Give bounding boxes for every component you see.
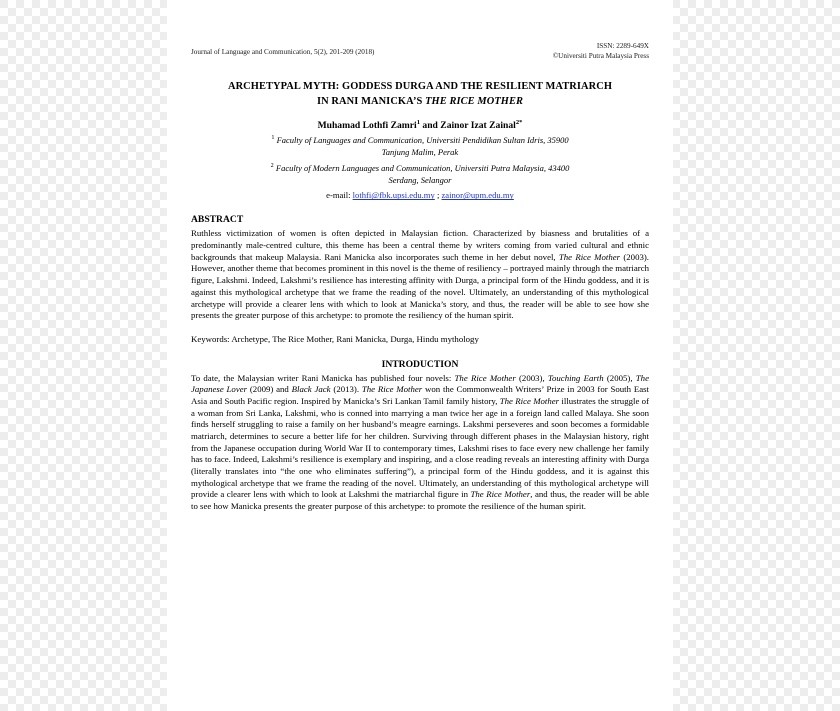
email-label: e-mail: bbox=[326, 190, 353, 201]
intro-title-4: Black Jack bbox=[291, 384, 331, 395]
running-header bbox=[191, 42, 649, 61]
affiliation-1-text: Faculty of Languages and Communication, Universiti Pendidikan Sultan Idris, 35900 bbox=[274, 135, 569, 146]
keywords-line: Keywords: Archetype, The Rice Mother, Rani Manicka, Durga, Hindu mythology bbox=[191, 333, 479, 344]
issn-block bbox=[553, 42, 649, 61]
affiliation-2-text: Faculty of Modern Languages and Communication, Universiti Putra Malaysia, 43400 bbox=[273, 162, 570, 173]
intro-text-e: (2013). bbox=[330, 384, 362, 395]
author-2-marker: 2* bbox=[515, 118, 523, 126]
intro-title-5: The Rice Mother bbox=[361, 384, 423, 395]
author-list bbox=[191, 119, 649, 131]
publisher-text: ©Universiti Putra Malaysia Press bbox=[552, 51, 649, 60]
affiliation-2 bbox=[191, 162, 649, 187]
title-line-2-italic: THE RICE MOTHER bbox=[425, 96, 524, 108]
intro-title-2: Touching Earth bbox=[547, 372, 604, 383]
abstract-heading: ABSTRACT bbox=[191, 214, 244, 226]
introduction-paragraph bbox=[191, 373, 649, 513]
email-link-1[interactable]: lothfi@fbk.upsi.edu.my bbox=[352, 190, 435, 201]
intro-title-6: The Rice Mother bbox=[499, 395, 560, 406]
intro-text-g: illustrates the struggle of a woman from Sri Lanka, Lakshmi, who is conned into marrying a man twice her age in a foreign land called Malaya. She soon finds herself struggling to raise a family on her husband’s meagre earnings. Lakshmi perseveres and soon becomes a formidable matriarch, determines to secure a better life for her children. Surviving through different phases in the Malaysian history, right from the Japanese occupation during World War II to contemporary times, Lakshmi rises to face every new challenge her family has to face. Indeed, Lakshmi’s resilience is exemplary and inspiring, and a close reading reveals an interesting affinity with Durga (literally translates into “the one who eliminates suffering”), a principal form of the Hindu goddess, and it is against this mythological archetype that we frame the reading of the novel. Ultimately, an understanding of this mythological archetype will provide a clearer lens with which to look at Lakshmi the matriarchal figure in bbox=[191, 395, 649, 500]
intro-title-7: The Rice Mother bbox=[470, 489, 531, 500]
document-page bbox=[167, 0, 673, 711]
title-line-1: ARCHETYPAL MYTH: GODDESS DURGA AND THE RESILIENT MATRIARCH bbox=[227, 81, 613, 93]
affiliation-2-line-2: Serdang, Selangor bbox=[388, 175, 452, 186]
issn-text: ISSN: 2289-649X bbox=[596, 42, 649, 50]
title-line-2-plain: IN RANI MANICKA’S bbox=[316, 96, 426, 108]
intro-title-3: The Japanese Lover bbox=[191, 372, 649, 395]
affiliation-1-line-2: Tanjung Malim, Perak bbox=[381, 147, 459, 158]
journal-citation: Journal of Language and Communication, 5(2), 201-209 (2018) bbox=[191, 48, 375, 56]
intro-text-c: (2005), bbox=[603, 372, 636, 383]
abstract-body bbox=[191, 228, 649, 322]
email-line bbox=[191, 190, 649, 200]
affiliation-2-line-1 bbox=[191, 162, 649, 174]
introduction-heading: INTRODUCTION bbox=[381, 358, 459, 370]
intro-text-h: , and thus, the reader will be able to see how Manicka presents the greater purpose of this archetype: to promote the resilience of the human spirit. bbox=[191, 489, 649, 512]
author-separator: and Zainor Izat Zainal bbox=[420, 120, 516, 132]
abstract-title-mention: The Rice Mother bbox=[558, 251, 621, 262]
affiliation-1-line-1 bbox=[191, 134, 649, 146]
affiliation-2-marker: 2 bbox=[270, 161, 274, 169]
intro-title-1: The Rice Mother bbox=[454, 372, 516, 383]
intro-text-d: (2009) and bbox=[247, 384, 292, 395]
page-title bbox=[191, 80, 649, 110]
affiliation-1 bbox=[191, 134, 649, 159]
affiliation-1-marker: 1 bbox=[271, 134, 275, 142]
intro-text-a: To date, the Malaysian writer Rani Manicka has published four novels: bbox=[191, 372, 455, 383]
page-content bbox=[191, 42, 649, 513]
intro-text-b: (2003), bbox=[515, 372, 548, 383]
title-line-2 bbox=[191, 95, 649, 110]
author-1-name: Muhamad Lothfi Zamri bbox=[317, 120, 417, 132]
abstract-text-2: (2003). However, another theme that becomes prominent in this novel is the theme of resiliency – portrayed mainly through the matriarch figure, Lakshmi. Indeed, Lakshmi’s resilience has interesting affinity with Durga, a principal form of the Hindu goddess, and it is against this mythological archetype that we frame the reading of the novel. Ultimately, an understanding of this mythological archetype will provide a clearer lens with which to look at Manicka’s story, and thus, the reader will be able to see how she presents the greater purpose of this archetype: to promote the resiliency of the human spirit. bbox=[191, 251, 649, 321]
email-separator: ; bbox=[434, 190, 442, 201]
intro-text-f: won the Commonwealth Writers’ Prize in 2003 for South East Asia and South Pacific region. Inspired by Manicka’s Sri Lankan Tamil family history, bbox=[191, 384, 649, 406]
email-link-2[interactable]: zainor@upm.edu.my bbox=[441, 190, 514, 201]
abstract-text-1: Ruthless victimization of women is often depicted in Malaysian fiction. Characterized by biasness and brutalities of a predominantly male-centred culture, this theme has been a central theme by writers coming from varied cultural and ethnic backgrounds that makeup Malaysia. Rani Manicka also incorporates such theme in her debut novel, bbox=[191, 228, 649, 262]
author-1-marker: 1 bbox=[416, 118, 421, 126]
